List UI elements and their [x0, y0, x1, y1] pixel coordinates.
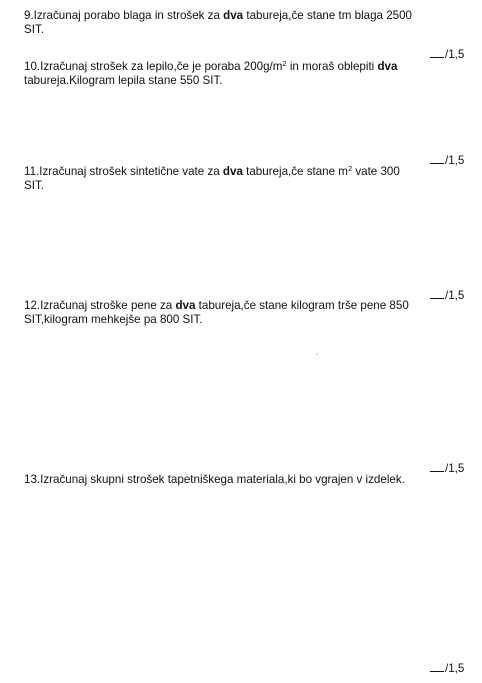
question-10-emphasis: dva — [377, 60, 398, 73]
question-11-text-c: vate 300 SIT. — [24, 165, 400, 192]
question-11 — [24, 165, 416, 193]
question-10-text-a: 10.Izračunaj strošek za lepilo,če je poraba 200g/m — [24, 60, 283, 73]
question-11-text-a: 11.Izračunaj strošek sintetične vate za — [24, 165, 223, 178]
question-12-text-a: 12.Izračunaj stroške pene za — [24, 299, 176, 312]
question-10-text-b: in moraš oblepiti — [286, 60, 378, 73]
score-label: /1,5 — [445, 289, 465, 302]
score-q10 — [430, 47, 464, 62]
score-label: /1,5 — [445, 154, 465, 167]
score-q11 — [430, 153, 464, 168]
score-q13 — [430, 461, 464, 476]
question-13-text: 13.Izračunaj skupni strošek tapetniškega materiala,ki bo vgrajen v izdelek. — [24, 473, 405, 486]
score-blank[interactable] — [430, 153, 444, 164]
question-12-emphasis: dva — [175, 299, 196, 312]
question-10-superscript: 2 — [282, 59, 287, 68]
score-blank[interactable] — [430, 461, 444, 472]
question-9-text-a: 9.Izračunaj porabo blaga in strošek za — [24, 9, 224, 22]
scan-speck — [316, 353, 318, 355]
score-q12 — [430, 288, 464, 303]
question-12-text-b: tabureja,če stane kilogram trše pene 850 SIT,kilogram mehkejše pa 800 SIT. — [24, 299, 409, 326]
question-10-text-c: tabureja.Kilogram lepila stane 550 SIT. — [24, 74, 223, 87]
score-blank[interactable] — [430, 661, 444, 672]
score-label: /1,5 — [445, 48, 465, 61]
score-blank[interactable] — [430, 47, 444, 58]
question-9-text-b: tabureja,če stane tm blaga 2500 SIT. — [24, 9, 413, 36]
question-9-emphasis: dva — [223, 9, 244, 22]
question-11-superscript: 2 — [347, 164, 353, 173]
score-label: /1,5 — [445, 462, 465, 475]
question-12 — [24, 299, 416, 327]
score-blank[interactable] — [430, 288, 444, 299]
score-total — [430, 661, 464, 676]
question-11-text-b: tabureja,če stane m — [242, 165, 348, 178]
score-label: /1,5 — [445, 662, 465, 675]
question-10 — [24, 60, 416, 88]
question-11-emphasis: dva — [222, 165, 243, 178]
question-9 — [24, 9, 416, 37]
question-13 — [24, 473, 416, 487]
